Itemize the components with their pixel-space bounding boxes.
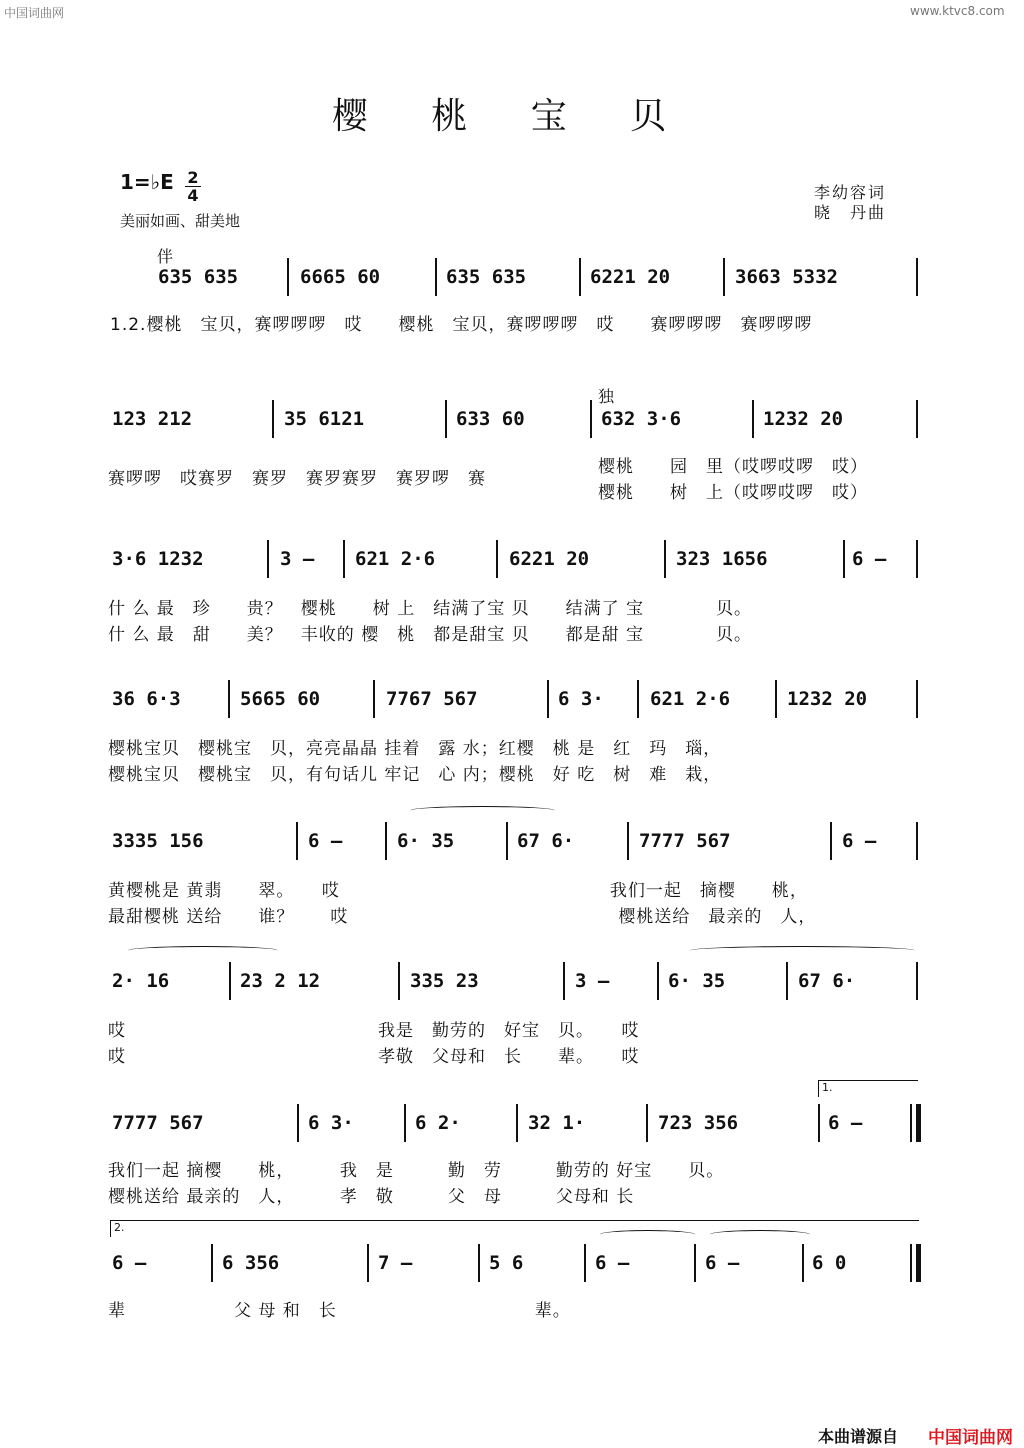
measure-notes: 32 1· [528, 1112, 586, 1134]
measure-notes: 5 6 [489, 1252, 524, 1274]
measure-notes: 23 2 12 [240, 970, 321, 992]
measure-notes: 3 – [280, 548, 315, 570]
measure-notes: 6 2· [415, 1112, 461, 1134]
lyric-line: 赛啰啰 哎赛罗 赛罗 赛罗赛罗 赛罗啰 赛 [108, 469, 486, 489]
measure-notes: 6· 35 [668, 970, 726, 992]
measure-notes: 6 – [112, 1252, 147, 1274]
measure-notes: 6· 35 [397, 830, 455, 852]
lyric-line: 什 么 最 甜 美？ 丰收的 樱 桃 都是甜宝 贝 都是甜 宝 贝。 [108, 625, 753, 645]
measure-notes: 123 212 [112, 408, 193, 430]
measure-notes: 35 6121 [284, 408, 365, 430]
measure-notes: 7777 567 [639, 830, 731, 852]
measure-notes: 323 1656 [676, 548, 768, 570]
measure-notes: 635 635 [446, 266, 527, 288]
measure-notes: 7 – [378, 1252, 413, 1274]
measure-notes: 7777 567 [112, 1112, 204, 1134]
lyric-line: 哎 孝敬 父母和 长 辈。 哎 [108, 1047, 640, 1067]
measure-notes: 3663 5332 [735, 266, 838, 288]
solo-mark: 独 [598, 387, 615, 406]
lyric-line: 樱桃宝贝 樱桃宝 贝，亮亮晶晶 挂着 露 水；红樱 桃 是 红 玛 瑙， [108, 739, 722, 759]
site-url-right: www.ktvc8.com [910, 4, 1005, 18]
measure-notes: 36 6·3 [112, 688, 181, 710]
measure-notes: 633 60 [456, 408, 525, 430]
measure-notes: 6 – [842, 830, 877, 852]
measure-notes: 6 – [828, 1112, 863, 1134]
composer-credit: 晓 丹曲 [814, 203, 887, 222]
measure-notes: 621 2·6 [650, 688, 731, 710]
time-sig-bottom: 4 [187, 186, 199, 205]
lyric-line: 樱桃送给 最亲的 人， 孝 敬 父 母 父母和 长 [108, 1187, 635, 1207]
measure-notes: 1232 20 [763, 408, 844, 430]
measure-notes: 3335 156 [112, 830, 204, 852]
lyric-line: 1.2.樱桃 宝贝，赛啰啰啰 哎 樱桃 宝贝，赛啰啰啰 哎 赛啰啰啰 赛啰啰啰 [110, 315, 813, 335]
lyric-line: 樱桃 树 上（哎啰哎啰 哎） [598, 483, 868, 503]
lyricist-credit: 李幼容词 [814, 183, 887, 202]
lyric-line: 我们一起 摘樱 桃， 我 是 勤 劳 勤劳的 好宝 贝。 [108, 1161, 725, 1181]
key-signature: 1=♭E [120, 170, 174, 194]
measure-notes: 6221 20 [509, 548, 590, 570]
measure-notes: 621 2·6 [355, 548, 436, 570]
measure-notes: 6221 20 [590, 266, 671, 288]
measure-notes: 5665 60 [240, 688, 321, 710]
measure-notes: 3 – [575, 970, 610, 992]
measure-notes: 632 3·6 [601, 408, 682, 430]
lyric-line: 最甜樱桃 送给 谁？ 哎 樱桃送给 最亲的 人， [108, 907, 817, 927]
measure-notes: 67 6· [517, 830, 575, 852]
lyric-line: 哎 我是 勤劳的 好宝 贝。 哎 [108, 1021, 640, 1041]
measure-notes: 6 0 [812, 1252, 847, 1274]
measure-notes: 7767 567 [386, 688, 478, 710]
measure-notes: 635 635 [158, 266, 239, 288]
volta-first-ending: 1. [818, 1080, 918, 1097]
measure-notes: 335 23 [410, 970, 479, 992]
lyric-line: 黄樱桃是 黄翡 翠。 哎 我们一起 摘樱 桃， [108, 881, 808, 901]
time-sig-top: 2 [187, 168, 199, 187]
measure-notes: 6 3· [308, 1112, 354, 1134]
measure-notes: 6 3· [558, 688, 604, 710]
lyric-line: 辈 父 母 和 长 辈。 [108, 1301, 571, 1321]
measure-notes: 723 356 [658, 1112, 739, 1134]
measure-notes: 1232 20 [787, 688, 868, 710]
measure-notes: 6 – [705, 1252, 740, 1274]
measure-notes: 6665 60 [300, 266, 381, 288]
measure-notes: 6 356 [222, 1252, 280, 1274]
measure-notes: 3·6 1232 [112, 548, 204, 570]
time-signature [185, 170, 201, 203]
measure-notes: 67 6· [798, 970, 856, 992]
volta-second-ending: 2. [110, 1220, 919, 1237]
measure-notes: 6 – [308, 830, 343, 852]
source-label: 本曲谱源自 [818, 1427, 899, 1446]
lyric-line: 樱桃宝贝 樱桃宝 贝，有句话儿 牢记 心 内；樱桃 好 吃 树 难 栽， [108, 765, 722, 785]
lyric-line: 樱桃 园 里（哎啰哎啰 哎） [598, 457, 868, 477]
site-name-left: 中国词曲网 [4, 6, 65, 20]
song-title: 樱 桃 宝 贝 [331, 96, 693, 137]
measure-notes: 6 – [852, 548, 887, 570]
lyric-line: 什 么 最 珍 贵？ 樱桃 树 上 结满了宝 贝 结满了 宝 贝。 [108, 599, 753, 619]
measure-notes: 6 – [595, 1252, 630, 1274]
measure-notes: 2· 16 [112, 970, 170, 992]
accompaniment-mark: 伴 [157, 247, 174, 266]
tempo-marking: 美丽如画、甜美地 [120, 212, 241, 230]
source-site-link[interactable]: 中国词曲网 [928, 1428, 1013, 1448]
